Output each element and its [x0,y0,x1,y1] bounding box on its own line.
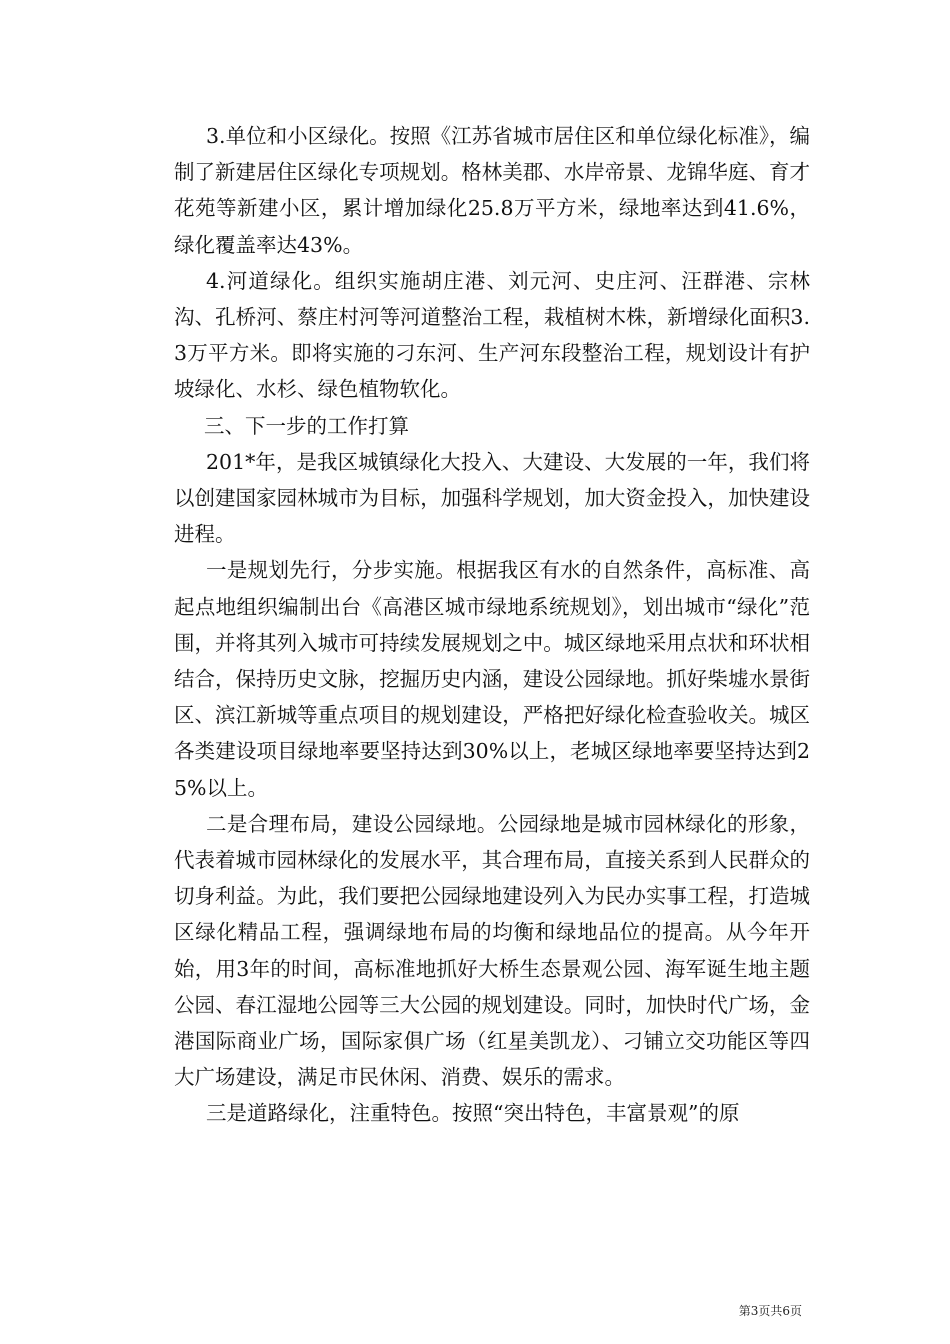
paragraph-unit-community-greening: 3.单位和小区绿化。按照《江苏省城市居住区和单位绿化标准》，编制了新建居住区绿化专项规划。格林美郡、水岸帝景、龙锦华庭、育才花苑等新建小区，累计增加绿化25.8万平方米，绿地率达到41.6%，绿化覆盖率达43%。 [174,124,810,257]
paragraph-year-overview: 201*年，是我区城镇绿化大投入、大建设、大发展的一年，我们将以创建国家园林城市为目标，加强科学规划，加大资金投入，加快建设进程。 [174,449,810,547]
paragraph-planning-first: 一是规划先行，分步实施。根据我区有水的自然条件，高标准、高起点地组织编制出台《高港区城市绿地系统规划》，划出城市“绿化”范围，并将其列入城市可持续发展规划之中。城区绿地采用点状和环状相结合，保持历史文脉，挖掘历史内涵，建设公园绿地。抓好柴墟水景街区、滨江新城等重点项目的规划建设，严格把好绿化检查验收关。城区各类建设项目绿地率要坚持达到30%以上，老城区绿地率要坚持达到25%以上。 [174,558,810,800]
document-body [174,118,810,1132]
paragraph-park-layout: 二是合理布局，建设公园绿地。公园绿地是城市园林绿化的形象，代表着城市园林绿化的发展水平，其合理布局，直接关系到人民群众的切身利益。为此，我们要把公园绿地建设列入为民办实事工程，打造城区绿化精品工程，强调绿地布局的均衡和绿地品位的提高。从今年开始，用3年的时间，高标准地抓好大桥生态景观公园、海军诞生地主题公园、春江湿地公园等三大公园的规划建设。同时，加快时代广场，金港国际商业广场，国际家俱广场（红星美凯龙）、刁铺立交功能区等四大广场建设，满足市民休闲、消费、娱乐的需求。 [174,811,810,1090]
paragraph-road-greening: 三是道路绿化，注重特色。按照“突出特色，丰富景观”的原 [206,1101,740,1126]
paragraph-river-greening: 4.河道绿化。组织实施胡庄港、刘元河、史庄河、汪群港、宗林沟、孔桥河、蔡庄村河等河道整治工程，栽植树木株，新增绿化面积3.3万平方米。即将实施的刁东河、生产河东段整治工程，规划设计有护坡绿化、水杉、绿色植物软化。 [174,268,810,402]
section-heading-next-steps: 三、下一步的工作打算 [204,413,409,438]
page-number: 第3页共6页 [738,1304,802,1318]
